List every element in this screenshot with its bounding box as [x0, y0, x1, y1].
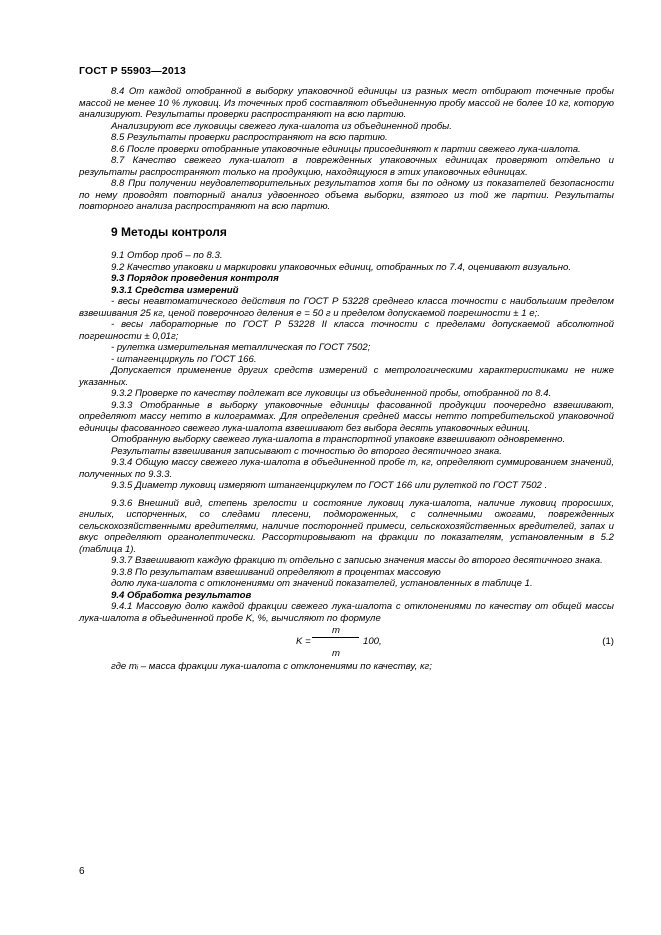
clause-9-1: 9.1 Отбор проб – по 8.3.	[111, 250, 223, 261]
clause-results: Результаты взвешивания записывают с точностью до второго десятичного знака.	[111, 445, 502, 457]
clause-8-8: 8.8 При получении неудовлетворительных результатов хотя бы по одному из показателей безопасности по нему проводят повторный анализ удвоенного объема выборки, взятого из той же партии. Результаты повторного анализа распространяют на всю партию.	[79, 178, 614, 212]
fraction-bar	[312, 637, 359, 638]
clause-9-2: 9.2 Качество упаковки и маркировки упаковочных единиц, отобранных по 7.4, оценивают визуально.	[111, 261, 571, 273]
clause-9-3-3: 9.3.3 Отобранные в выборку упаковочные единицы фасованной продукции поочередно взвешивают, определяют массу нетто в килограммах. Для определения средней массы нетто потребительской упаковочной единицы фасованного свежего лука-шалота взвешивают без выбора десять упаковочных единиц.	[79, 399, 614, 434]
page-number: 6	[79, 866, 85, 877]
list-item-scales-lab: - весы лабораторные по ГОСТ Р 53228 II класса точности с пределами допускаемой абсолютной погрешности ± 0,01г;	[79, 319, 614, 342]
clause-9-3-8: 9.3.8 По результатам взвешиваний определяют в процентах массовую	[111, 566, 441, 578]
formula-rhs: 100,	[363, 636, 382, 647]
clause-9-4-1: 9.4.1 Массовую долю каждой фракции свежего лука-шалота с отклонениями по качеству от общей массы лука-шалота в объединенной пробе K, %, вычисляют по формуле	[79, 601, 614, 624]
clause-9-4-heading: 9.4 Обработка результатов	[111, 589, 252, 601]
clause-9-3-heading: 9.3 Порядок проведения контроля	[111, 273, 279, 284]
clause-9-3-8-cont: долю лука-шалота с отклонениями от значений показателей, установленных в таблице 1.	[111, 578, 533, 589]
list-item-caliper: - штангенциркуль по ГОСТ 166.	[111, 353, 257, 365]
clause-9-3-2: 9.3.2 Проверке по качеству подлежат все луковицы из объединенной пробы, отобранной по 8.4.	[111, 388, 552, 399]
clause-8-4-note: Анализируют все луковицы свежего лука-шалота из объединенной пробы.	[111, 120, 452, 132]
clause-8-4: 8.4 От каждой отобранной в выборку упаковочной единицы из разных мест отбирают точечные пробы массой не менее 10 % луковиц. Из точечных проб составляют объединенную пробу массой не более 10 кг, которую анализируют. Результаты проверки распространяют на всю партию.	[79, 86, 614, 120]
clause-9-3-1-heading: 9.3.1 Средства измерений	[111, 284, 239, 296]
clause-other-instruments: Допускается применение других средств измерений с метрологическими характеристиками не ниже указанных.	[79, 365, 614, 388]
formula-number: (1)	[602, 636, 614, 647]
clause-9-3-6: 9.3.6 Внешний вид, степень зрелости и состояние луковиц лука-шалота, наличие луковиц проросших, гнилых, испорченных, со следами плесени, подмороженных, с солнечными ожогами, поврежденных сельскохозяйственными вредителями, наличие посторонней примеси, сельскохозяйственных вредителей, запах и вкус определяют органолептически. Рассортировывают на фракции по показателям, установленным в 5.2 (таблица 1).	[79, 497, 614, 555]
clause-9-3-4: 9.3.4 Общую массу свежего лука-шалота в объединенной пробе т, кг, определяют суммированием значений, полученных по 9.3.3.	[79, 457, 614, 480]
formula-numerator: m	[332, 625, 340, 636]
formula-where: где mᵢ – масса фракции лука-шалота с отклонениями по качеству, кг;	[111, 661, 432, 672]
list-item-tape: - рулетка измерительная металлическая по ГОСТ 7502;	[111, 342, 371, 353]
section-title: 9 Методы контроля	[111, 224, 227, 239]
document-code-header: ГОСТ Р 55903—2013	[79, 65, 187, 77]
clause-9-3-7: 9.3.7 Взвешивают каждую фракцию mᵢ отдельно с записью значения массы до второго десятичного знака.	[111, 555, 603, 566]
clause-transport: Отобранную выборку свежего лука-шалота в транспортной упаковке взвешивают одновременно.	[111, 434, 566, 445]
list-item-scales-nonautomatic: - весы неавтоматического действия по ГОСТ Р 53228 среднего класса точности с наибольшим пределом взвешивания 25 кг, ценой поверочного деления е = 50 г и пределом допускаемой погрешности ± 1 е;.	[79, 296, 614, 319]
formula-denominator: m	[332, 648, 340, 659]
clause-8-7: 8.7 Качество свежего лука-шалот в поврежденных упаковочных единицах проверяют отдельно и результаты распространяют только на продукцию, находящуюся в этих упаковочных единицах.	[79, 155, 614, 178]
document-body	[79, 86, 614, 673]
clause-9-3-5: 9.3.5 Диаметр луковиц измеряют штангенциркулем по ГОСТ 166 или рулеткой по ГОСТ 7502 .	[111, 480, 548, 491]
formula-lhs: K =	[296, 636, 311, 647]
clause-8-5: 8.5 Результаты проверки распространяют на всю партию.	[111, 132, 388, 143]
clause-8-6: 8.6 После проверки отобранные упаковочные единицы присоединяют к партии свежего лука-шалота.	[111, 143, 581, 155]
formula-1	[79, 625, 614, 659]
